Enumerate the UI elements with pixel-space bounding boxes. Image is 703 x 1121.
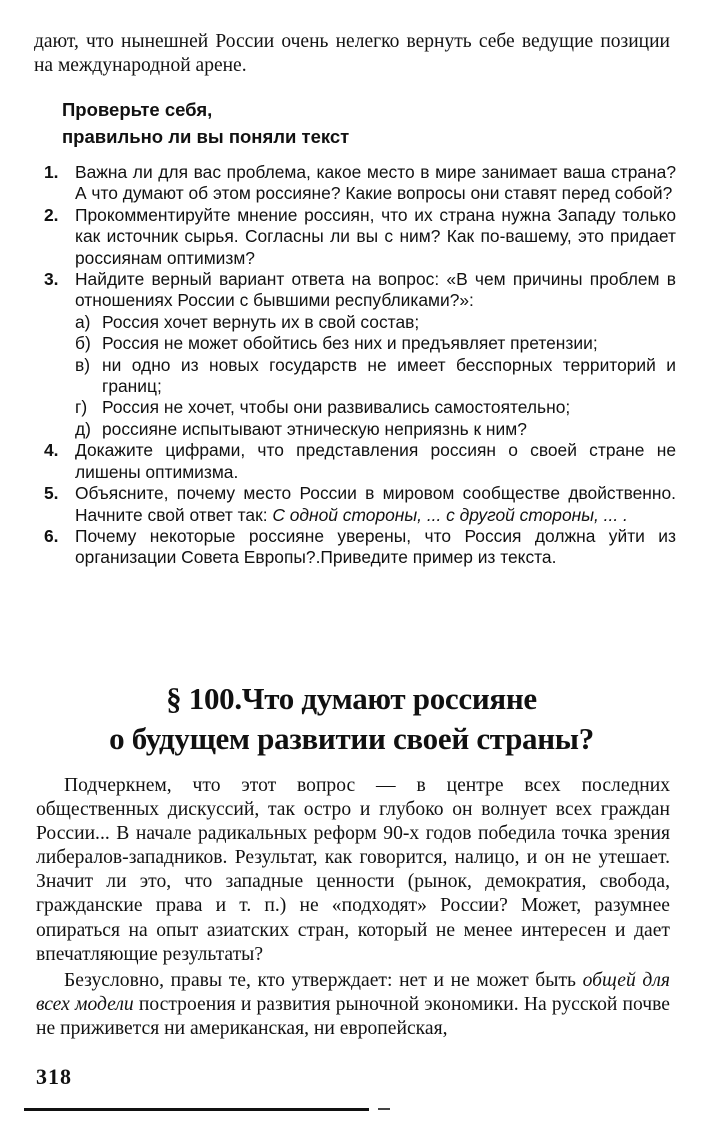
- option-letter: б): [75, 333, 91, 354]
- footer-rule: [24, 1108, 369, 1111]
- answer-option: [75, 333, 676, 354]
- check-yourself-heading: [62, 96, 349, 150]
- option-text: ни одно из новых государств не имеет бесспорных территорий и границ;: [102, 354, 676, 397]
- question-number: 6.: [44, 525, 59, 546]
- question-text: Прокомментируйте мнение россиян, что их страна нужна Западу только как источник сырья. Согласны ли вы с ним? Как по-вашему, это придает россиянам оптимизм?: [75, 204, 676, 268]
- section-title-line-1: § 100.Что думают россияне: [166, 681, 537, 716]
- question-text: Важна ли для вас проблема, какое место в мире занимает ваша страна? А что думают об этом россияне? Какие вопросы они ставят перед собой?: [75, 162, 676, 204]
- option-text: Россия не может обойтись без них и предъявляет претензии;: [102, 333, 598, 354]
- emphasized-phrase: общей для всех модели: [36, 970, 670, 1016]
- question-item: [44, 205, 676, 269]
- answer-option: [75, 397, 676, 418]
- check-heading-line-1: Проверьте себя,: [62, 99, 213, 120]
- question-text: Объясните, почему место России в мировом сообществе двойственно. Начните свой ответ так:: [75, 483, 676, 525]
- answer-option: [75, 355, 676, 398]
- option-text: Россия хочет вернуть их в свой состав;: [102, 311, 420, 332]
- check-heading-line-2: правильно ли вы поняли текст: [62, 126, 350, 147]
- question-item: [44, 269, 676, 440]
- question-text: Почему некоторые россияне уверены, что Россия должна уйти из организации Совета Европы?.Приведите пример из текста.: [75, 525, 676, 568]
- question-text: Найдите верный вариант ответа на вопрос: «В чем причины проблем в отношениях России с бывшими республиками?»:: [75, 269, 676, 311]
- option-letter: а): [75, 311, 91, 332]
- question-italic-prompt: С одной стороны, ... с другой стороны, ... .: [272, 504, 628, 525]
- footer-mark: [378, 1108, 390, 1110]
- body-paragraph-start: Безусловно, правы те, кто утверждает: нет и не может быть: [64, 970, 576, 991]
- question-item: [44, 483, 676, 526]
- question-number: 1.: [44, 162, 59, 182]
- page-number: 318: [36, 1064, 72, 1089]
- question-number: 5.: [44, 483, 59, 504]
- section-title-line-2: о будущем развитии своей страны?: [109, 721, 594, 756]
- question-number: 2.: [44, 204, 59, 225]
- question-number: 4.: [44, 440, 59, 461]
- answer-option: [75, 419, 676, 440]
- question-item: [44, 440, 676, 483]
- option-letter: г): [75, 397, 88, 418]
- option-letter: д): [75, 418, 91, 439]
- top-paragraph: дают, что нынешней России очень нелегко вернуть себе ведущие позиции на международной арене.: [34, 31, 670, 76]
- option-text: Россия не хочет, чтобы они развивались самостоятельно;: [102, 397, 571, 418]
- question-text-with-italic: [75, 483, 676, 526]
- question-item: [44, 162, 676, 205]
- question-item: [44, 526, 676, 569]
- answer-option: [75, 312, 676, 333]
- body-paragraph: [36, 969, 670, 1041]
- body-paragraph-end: построения и развития рыночной экономики. На русской почве не приживется ни американская, ни европейская,: [36, 994, 670, 1040]
- question-list: [44, 162, 676, 569]
- body-paragraph: Подчеркнем, что этот вопрос — в центре всех последних общественных дискуссий, так остро и глубоко он волнует всех граждан России... В начале радикальных реформ 90-х годов победила точка зрения либералов-западников. Результат, как говорится, налицо, и он не утешает. Значит ли это, что западные ценности (рынок, демократия, свобода, гражданские права и т. п.) не «подходят» России? Может, разумнее опираться на опыт азиатских стран, который не менее интересен и дает впечатляющие результаты?: [36, 775, 670, 965]
- option-text: россияне испытывают этническую неприязнь к ним?: [102, 418, 527, 439]
- question-text: Докажите цифрами, что представления россиян о своей стране не лишены оптимизма.: [75, 440, 676, 482]
- question-number: 3.: [44, 269, 59, 290]
- section-title: [0, 679, 703, 759]
- option-letter: в): [75, 354, 91, 375]
